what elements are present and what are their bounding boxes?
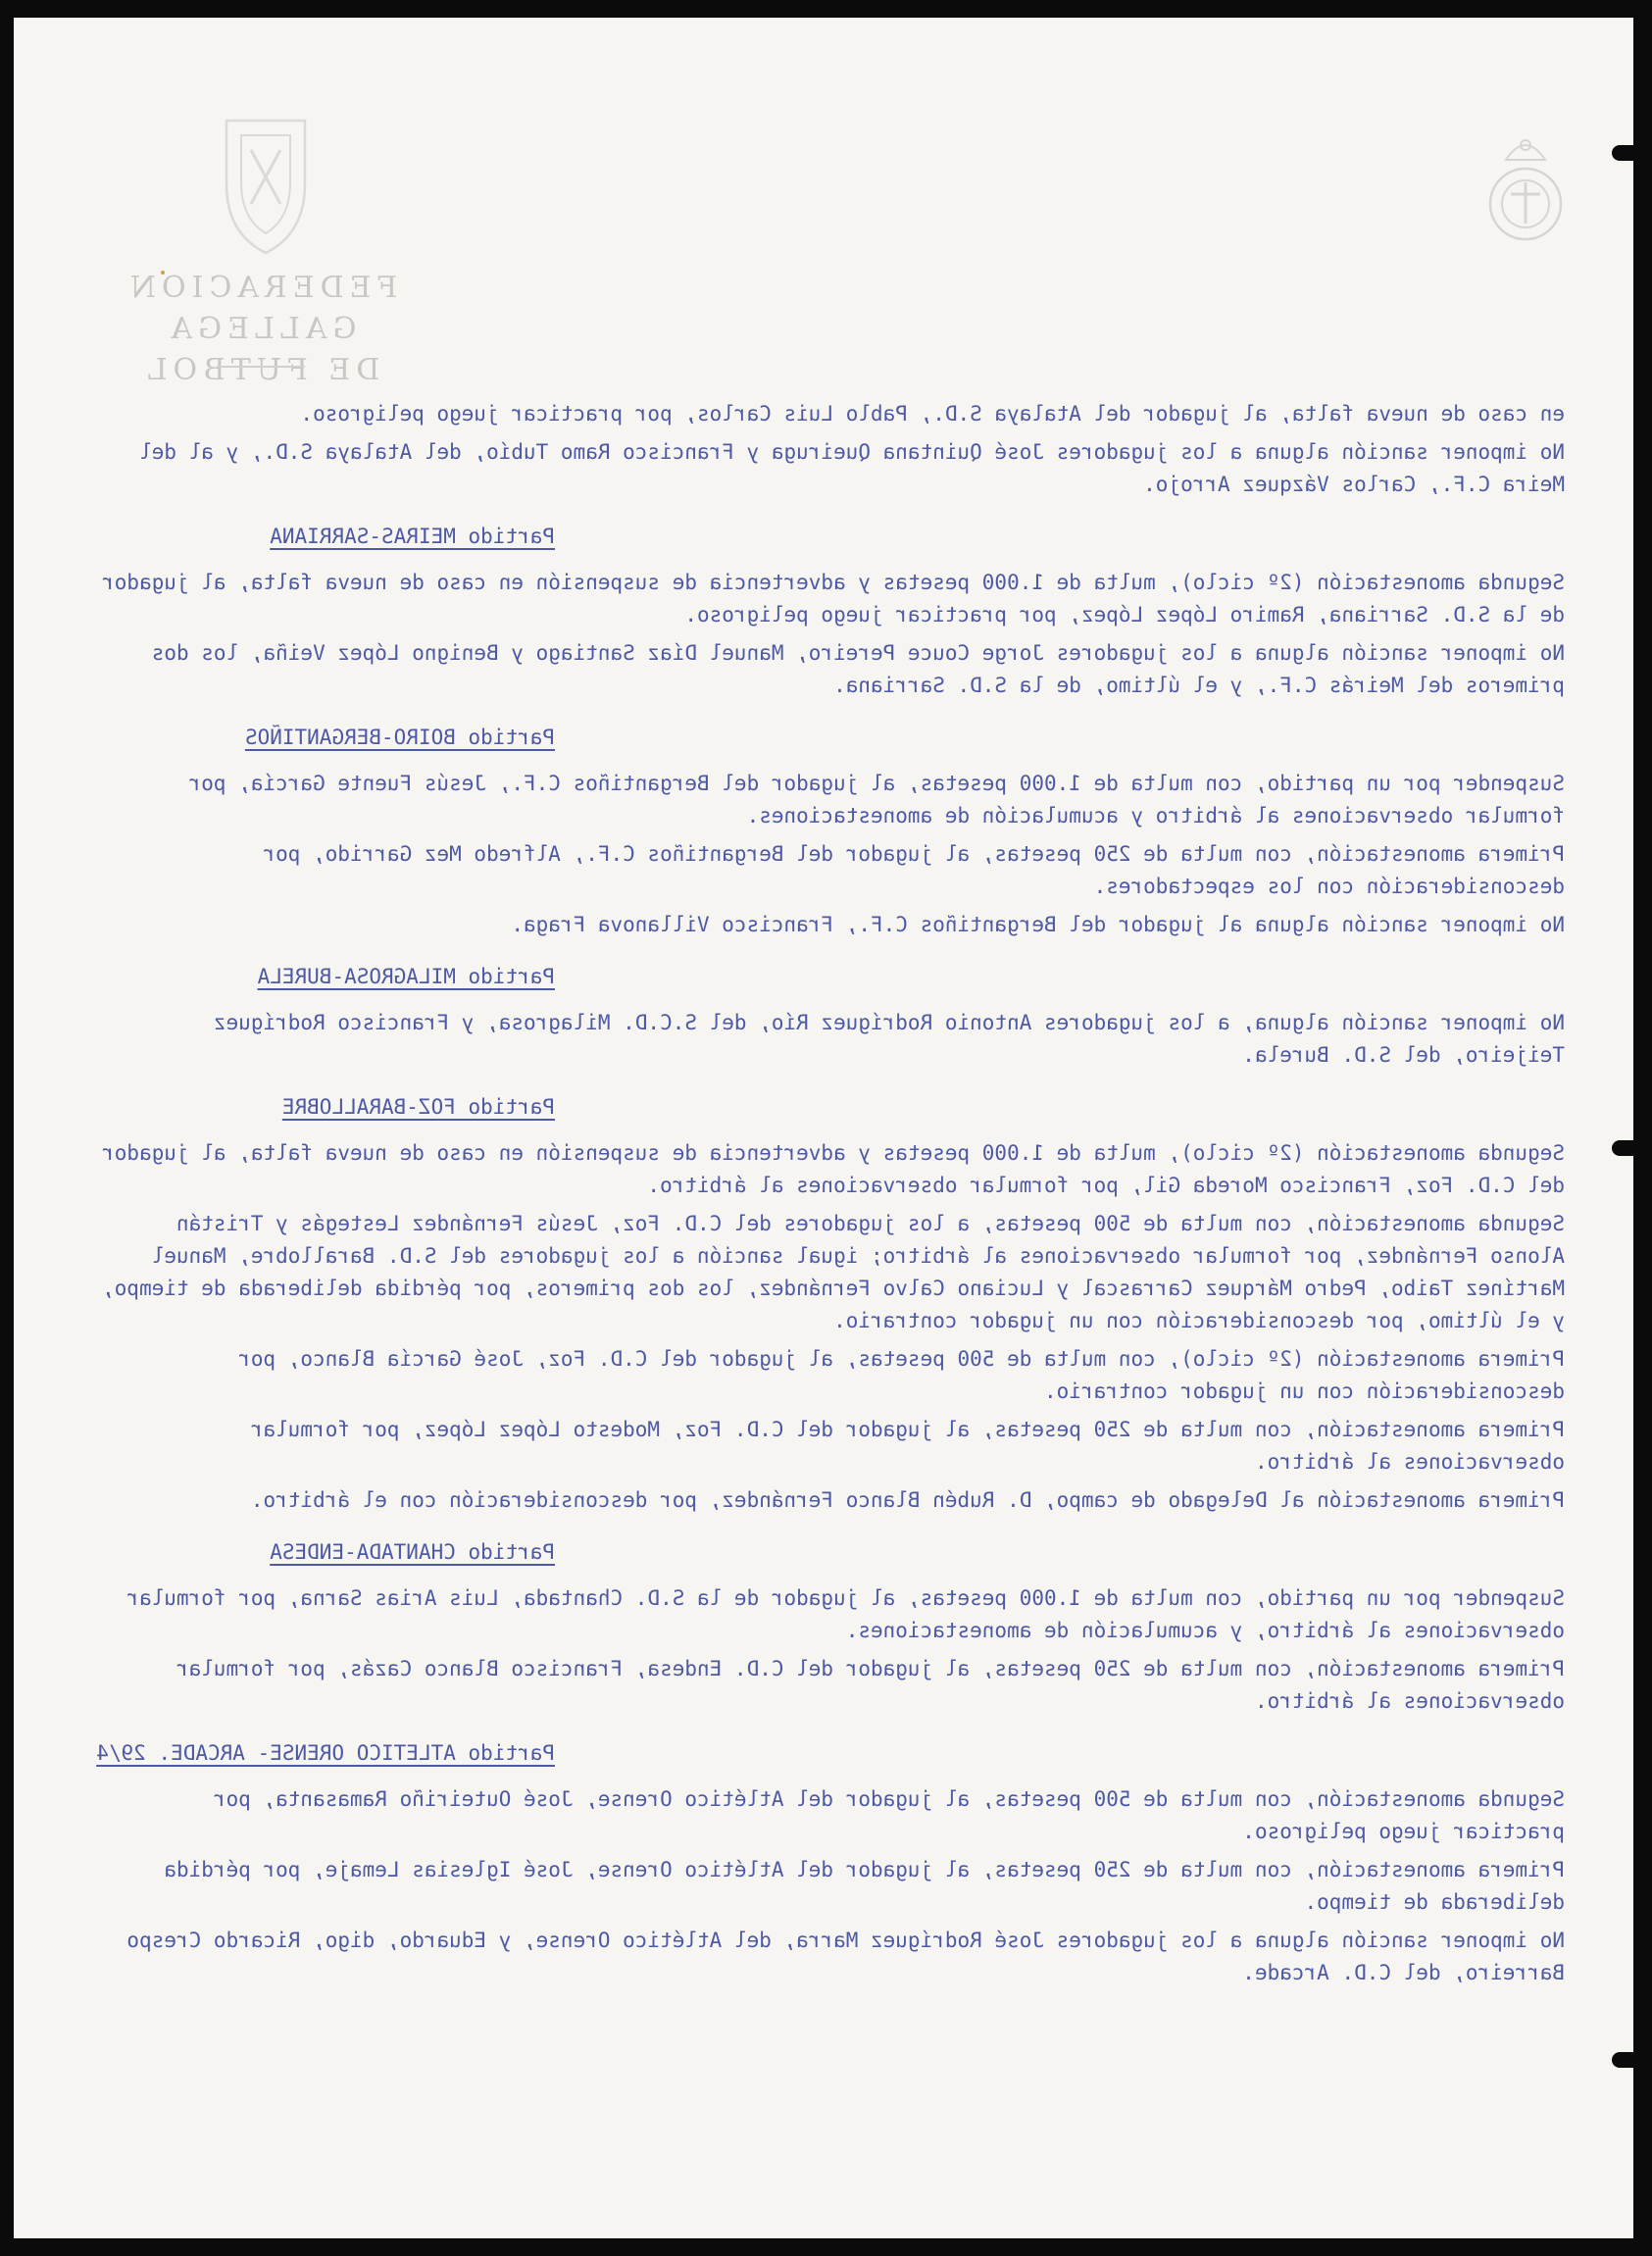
match-heading xyxy=(94,1536,1565,1569)
sanction-paragraph: Suspender por un partido, con multa de 1.000 pesetas, al jugador de la S.D. Chantada, Luis Arias Sarna, por formular observaciones al árbitro, y acumulación de amonestaciones. xyxy=(114,1586,1565,1642)
sanction-paragraph: Primera amonestación (2º ciclo), con multa de 500 pesetas, al jugador del C.D. Foz, José García Blanco, por desconsideración con un jugador contrario. xyxy=(225,1347,1565,1403)
sanction-paragraph: No imponer sanción alguna, a los jugadores Antonio Rodríguez Río, del S.C.D. Milagrosa, y Francisco Rodríguez Teijeiro, del S.D. Burela. xyxy=(201,1011,1565,1067)
sanction-paragraph: Primera amonestación, con multa de 250 pesetas, al jugador del C.D. Foz, Modesto López López, por formular observaciones al árbitro. xyxy=(238,1418,1565,1474)
sanction-paragraph: Segunda amonestación (2º ciclo), multa de 1.000 pesetas y advertencia de suspensión en caso de nueva falta, al jugador del C.D. Foz, Francisco Moreda Gil, por formular observaciones al árbitro. xyxy=(89,1141,1565,1197)
sanction-paragraph: Segunda amonestación, con multa de 500 pesetas, al jugador del Atlético Orense, José Outeiriño Ramasanta, por practicar juego peligroso. xyxy=(201,1787,1565,1843)
sanction-paragraph: Suspender por un partido, con multa de 1.000 pesetas, al jugador del Bergantiños C.F., Jesús Fuente García, por formular observaciones al árbitro y acumulación de amonestaciones. xyxy=(175,772,1565,827)
binder-tab xyxy=(1612,145,1633,161)
match-heading-label: Partido MEIRAS-SARRIANA xyxy=(270,525,555,548)
sanction-paragraph: No imponer sanción alguna a los jugadores José Rodríguez Marra, del Atlético Orense, y Eduardo, digo, Ricardo Crespo Barreiro, del C.D. Arcade. xyxy=(114,1929,1565,1984)
sanction-paragraph: Primera amonestación, con multa de 250 pesetas, al jugador del Bergantiños C.F., Alfredo Mez Garrido, por desconsideración con los espectadores. xyxy=(250,842,1565,898)
match-heading xyxy=(94,961,1565,993)
mirrored-page-content xyxy=(14,18,1633,2238)
sanction-paragraph: Segunda amonestación, con multa de 500 pesetas, a los jugadores del C.D. Foz, Jesús Fernández Lestegás y Tristán Alonso Fernández, por formular observaciones al árbitro; igual sanción a los jugadores del S.D. Barallobre, Manuel Martínez Taibo, Pedro Márquez Carrascal y Luciano Calvo Fernández, los dos primeros, por pérdida deliberada de tiempo, y el último, por desconsideración con un jugador contrario. xyxy=(89,1212,1565,1332)
federation-emblem-icon xyxy=(212,106,320,263)
binder-tab xyxy=(1612,1140,1633,1156)
match-heading xyxy=(94,1091,1565,1124)
match-heading xyxy=(94,1737,1565,1770)
letterhead xyxy=(35,268,486,391)
document-page xyxy=(14,18,1633,2238)
sanction-paragraph: en caso de nueva falta, al jugador del Atalaya S.D., Pablo Luis Carlos, por practicar juego peligroso. xyxy=(300,402,1565,426)
document-body xyxy=(89,398,1565,1995)
binder-tab xyxy=(1612,2052,1633,2068)
match-heading xyxy=(94,521,1565,553)
match-heading-label: Partido ATLETICO ORENSE- ARCADE. 29/4 xyxy=(96,1741,555,1765)
match-heading xyxy=(94,722,1565,754)
sanction-paragraph: No imponer sanción alguna a los jugadores Jorge Couce Pereiro, Manuel Díaz Santiago y Benigno López Veiña, los dos primeros del Meirás C.F., y el último, de la S.D. Sarriana. xyxy=(139,641,1565,697)
sanction-paragraph: No imponer sanción alguna al jugador del Bergantiños C.F., Francisco Villanova Fraga. xyxy=(511,913,1565,936)
letterhead-line-1: FEDERACION GALLEGA xyxy=(124,271,398,346)
letterhead-line-2: DE FUTBOL xyxy=(141,353,380,387)
sanction-paragraph: Primera amonestación, con multa de 250 pesetas, al jugador del Atlético Orense, José Iglesias Lemaje, por pérdida deliberada de tiempo. xyxy=(151,1858,1565,1914)
match-heading-label: Partido CHANTADA-ENDESA xyxy=(270,1540,555,1564)
sanction-paragraph: Primera amonestación, con multa de 250 pesetas, al jugador del C.D. Endesa, Francisco Blanco Cazás, por formular observaciones al árbitro. xyxy=(164,1657,1565,1713)
sanction-paragraph: Primera amonestación al Delegado de campo, D. Rubén Blanco Fernández, por desconsideración con el árbitro. xyxy=(250,1488,1565,1512)
match-heading-label: Partido MILAGROSA-BURELA xyxy=(257,965,555,988)
letterhead-divider xyxy=(217,366,305,368)
sanction-paragraph: No imponer sanción alguna a los jugadores José Quintana Queiruga y Francisco Ramo Tubío, del Atalaya S.D., y al del Meira C.F., Carlos Vázquez Arrojo. xyxy=(126,440,1565,496)
match-heading-label: Partido FOZ-BARALLOBRE xyxy=(281,1095,555,1119)
crown-seal-icon xyxy=(1481,125,1570,253)
sanction-paragraph: Segunda amonestación (2º ciclo), multa de 1.000 pesetas y advertencia de suspensión en caso de nueva falta, al jugador de la S.D. Sarriana, Ramiro López López, por practicar juego peligroso. xyxy=(89,571,1565,627)
match-heading-label: Partido BOIRO-BERGANTIÑOS xyxy=(244,726,555,749)
